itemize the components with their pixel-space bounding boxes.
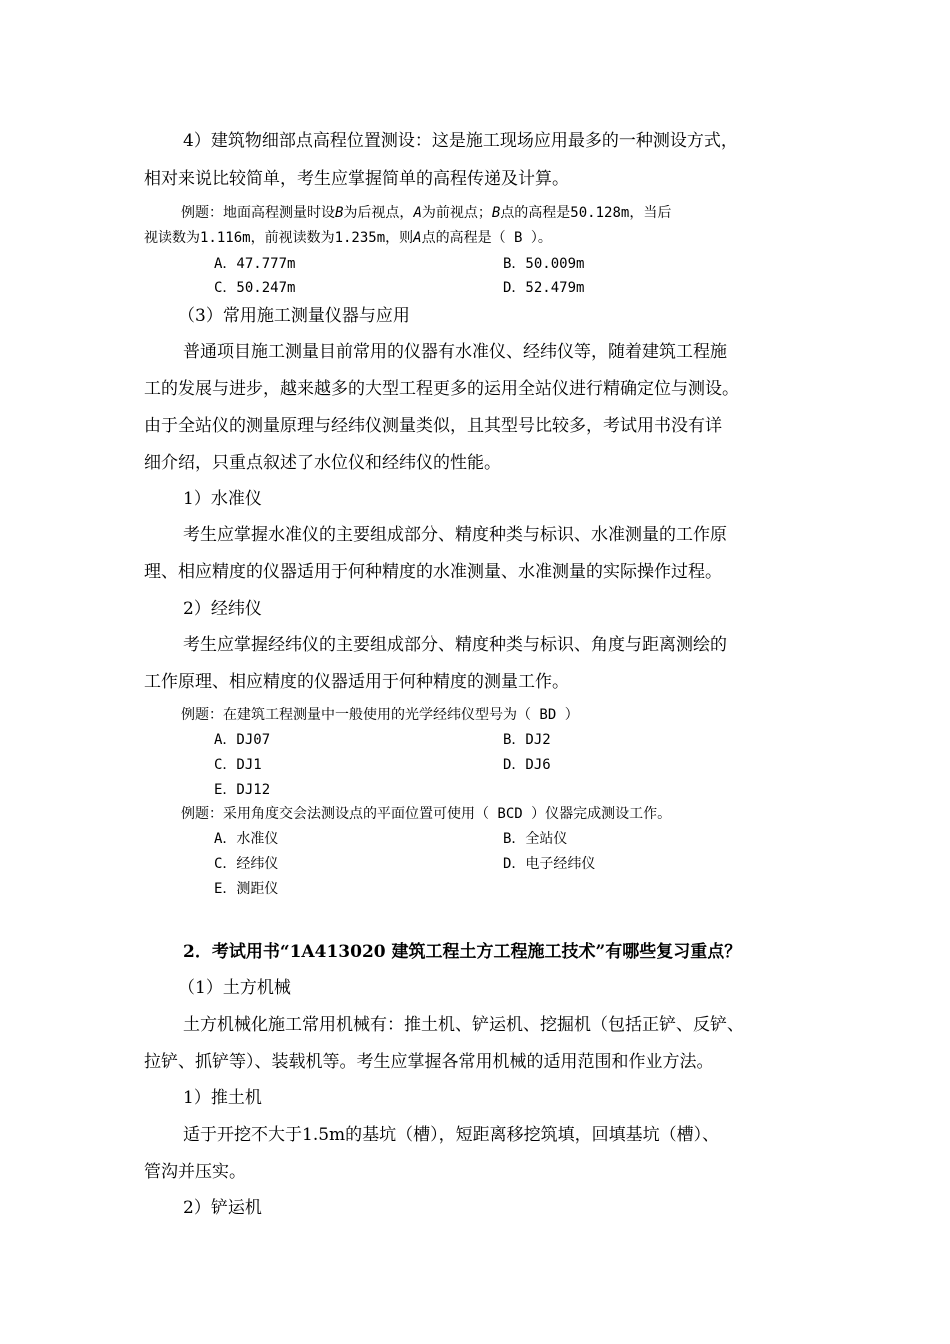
question-heading: 2．考试用书“1A413020 建筑工程土方工程施工技术”有哪些复习重点？ — [183, 942, 742, 962]
para-line: 管沟并压实。 — [144, 1162, 246, 1182]
para-line: 考生应掌握水准仪的主要组成部分、精度种类与标识、水准测量的工作原 — [183, 525, 727, 545]
point-label: B — [335, 205, 344, 221]
text: 为前视点； — [421, 205, 492, 221]
option: D．52.479m — [503, 280, 585, 296]
para-line: 4）建筑物细部点高程位置测设：这是施工现场应用最多的一种测设方式， — [183, 131, 738, 151]
option: A．DJ07 — [214, 732, 271, 748]
item-title: 2）经纬仪 — [183, 599, 262, 619]
para-line: 理、相应精度的仪器适用于何种精度的水准测量、水准测量的实际操作过程。 — [144, 562, 722, 582]
para-line: 土方机械化施工常用机械有：推土机、铲运机、挖掘机（包括正铲、反铲、 — [183, 1015, 744, 1035]
point-label: A — [413, 230, 422, 246]
option: C．DJ1 — [214, 757, 262, 773]
option: D．DJ6 — [503, 757, 551, 773]
example-question — [181, 202, 671, 222]
option: B．DJ2 — [503, 732, 551, 748]
option: A．47.777m — [214, 256, 296, 272]
para-line: 适于开挖不大于1.5m的基坑（槽），短距离移挖筑填，回填基坑（槽）、 — [183, 1125, 720, 1145]
para-line: 考生应掌握经纬仪的主要组成部分、精度种类与标识、角度与距离测绘的 — [183, 635, 727, 655]
para-line: 拉铲、抓铲等）、装载机等。考生应掌握各常用机械的适用范围和作业方法。 — [144, 1052, 714, 1072]
option: E．测距仪 — [214, 881, 279, 897]
subsection-title: （1）土方机械 — [178, 978, 291, 998]
option: B．全站仪 — [503, 831, 568, 847]
option: C．经纬仪 — [214, 856, 279, 872]
item-title: 1）推土机 — [183, 1088, 262, 1108]
para-line: 普通项目施工测量目前常用的仪器有水准仪、经纬仪等，随着建筑工程施 — [183, 342, 727, 362]
option: B．50.009m — [503, 256, 585, 272]
point-label: B — [491, 205, 501, 221]
example-question: 例题：在建筑工程测量中一般使用的光学经纬仪型号为（ BD ） — [181, 707, 579, 723]
para-line: 工的发展与进步，越来越多的大型工程更多的运用全站仪进行精确定位与测设。 — [144, 379, 739, 399]
option: C．50.247m — [214, 280, 296, 296]
item-title: 1）水准仪 — [183, 489, 262, 509]
point-label: A — [413, 205, 422, 221]
example-question: 例题：采用角度交会法测设点的平面位置可使用（ BCD ）仪器完成测设工作。 — [181, 806, 672, 822]
subsection-title: （3）常用施工测量仪器与应用 — [178, 306, 410, 326]
option: E．DJ12 — [214, 782, 271, 798]
text: 视读数为1.116m，前视读数为1.235m，则 — [144, 230, 414, 246]
para-line: 工作原理、相应精度的仪器适用于何种精度的测量工作。 — [144, 672, 569, 692]
para-line: 由于全站仪的测量原理与经纬仪测量类似，且其型号比较多，考试用书没有详 — [144, 416, 722, 436]
text: 为后视点， — [343, 205, 414, 221]
example-question — [144, 227, 552, 247]
para-line: 相对来说比较简单，考生应掌握简单的高程传递及计算。 — [144, 169, 569, 189]
option: A．水准仪 — [214, 831, 279, 847]
item-title: 2）铲运机 — [183, 1198, 262, 1218]
text: 例题：地面高程测量时设 — [181, 205, 335, 221]
option: D．电子经纬仪 — [503, 856, 596, 872]
text: 点的高程是（ B ）。 — [421, 230, 552, 246]
text: 点的高程是50.128m，当后 — [500, 205, 672, 221]
para-line: 细介绍，只重点叙述了水位仪和经纬仪的性能。 — [144, 453, 501, 473]
